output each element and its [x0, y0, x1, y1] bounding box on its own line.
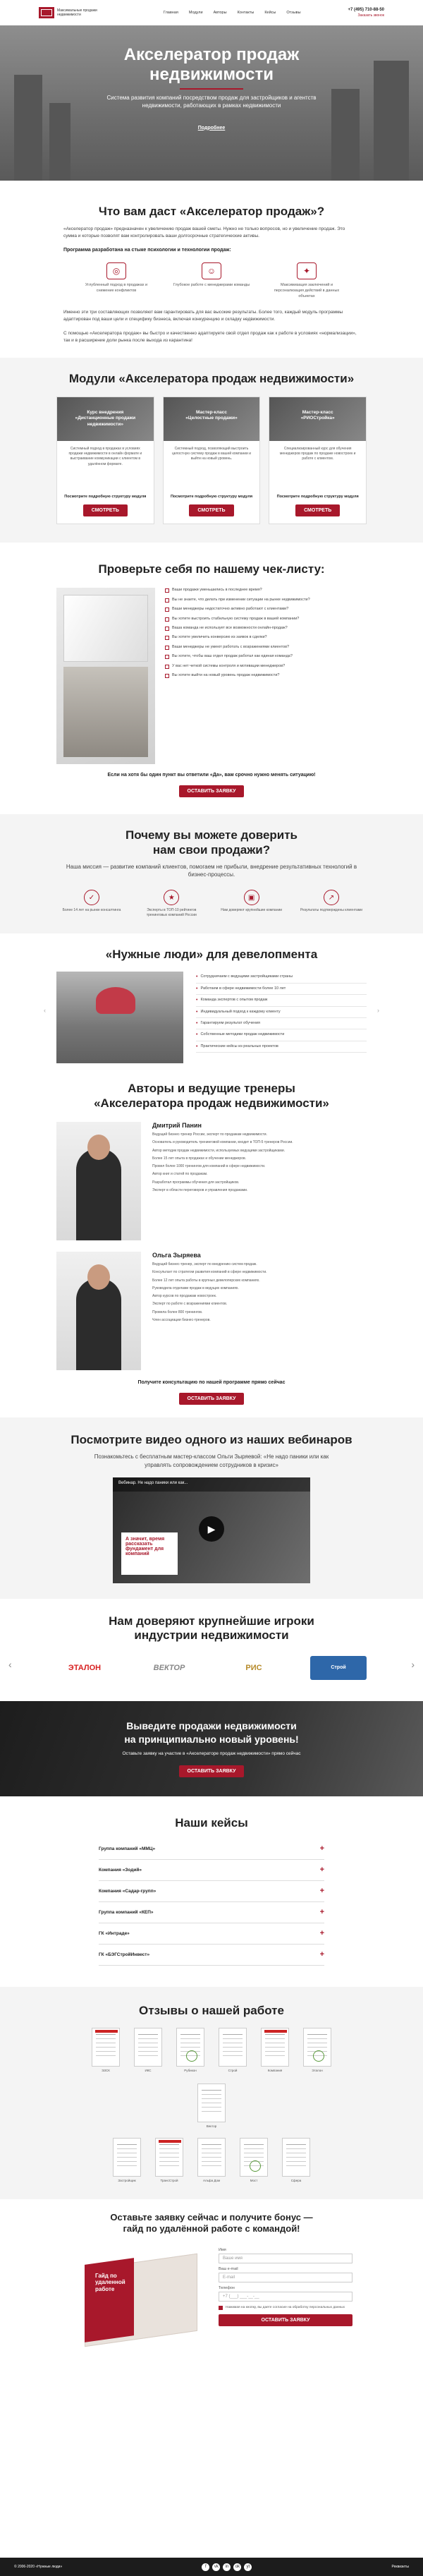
gives-title: Что вам даст «Акселератор продаж»?	[98, 205, 325, 218]
review-letter[interactable]: ИКС	[133, 2028, 164, 2072]
checklist-conclusion: Если на хотя бы один пункт вы ответили «Да», вам срочно нужно менять ситуацию!	[107, 773, 316, 778]
people-item: • Индивидуальный подход к каждому клиенту	[196, 1007, 367, 1018]
review-letter[interactable]: Застройщик	[111, 2138, 142, 2182]
hero	[0, 25, 423, 181]
webinar-title: Посмотрите видео одного из наших вебинаров	[70, 1433, 352, 1447]
nav-authors[interactable]: Авторы	[213, 11, 227, 15]
email-label: Ваш e-mail	[219, 2266, 238, 2271]
plus-icon: +	[319, 1950, 324, 1959]
review-letter[interactable]: ЭЗСК	[90, 2028, 121, 2072]
module-view-button[interactable]: СМОТРЕТЬ	[83, 504, 128, 516]
authors-title: Авторы и ведущие тренеры «Акселератора продаж недвижимости»	[94, 1082, 329, 1110]
partners-next-icon[interactable]: ›	[411, 1658, 415, 1670]
calendar-icon: ✓	[84, 890, 99, 905]
play-icon[interactable]: ▶	[199, 1516, 224, 1542]
consent-text: Нажимая на кнопку, вы даете согласие на обработку персональных данных	[226, 2305, 345, 2309]
video-player[interactable]	[113, 1477, 310, 1583]
checklist-item[interactable]: Ваша команда не использует все возможности онлайн-продаж?	[165, 626, 367, 631]
checklist-item[interactable]: Ваши менеджеры не умеют работать с возражениями клиентов?	[165, 645, 367, 650]
cta-subtitle: Оставьте заявку на участие в «Акселераторе продаж недвижимости» прямо сейчас	[122, 1751, 301, 1757]
module-card: Курс внедрения «Дистанционные продажи недвижимости» Системный подход в продажах в условиях продажи недвижимости в онлайн формате и выстраивание коммуникации с клиентом в удалённом формате. Посмотрите подробную структуру модуля СМОТРЕТЬ	[56, 397, 154, 524]
module-view-button[interactable]: СМОТРЕТЬ	[189, 504, 233, 516]
target-icon: ◎	[106, 262, 126, 279]
handshake-icon: ✦	[297, 262, 317, 279]
guide-book-title: Гайд по удаленной работе	[95, 2272, 125, 2292]
people-title: «Нужные люди» для девелопмента	[105, 947, 318, 961]
lead-submit-button[interactable]: ОСТАВИТЬ ЗАЯВКУ	[219, 2314, 352, 2326]
author-card: Дмитрий Панин Ведущий бизнес-тренер России, эксперт по продажам недвижимости. Основатель и руководитель тренинговой компании, входит в ТОП-5 тренеров России. Автор методик продаж недвижимости, используемых ведущими застройщиками. Более 15 лет опыта в продажах и обучении менеджеров. Провел более 1000 тренингов для компаний в сфере недвижимости. Автор книг и статей по продажам. Разработал программы обучения для застройщиков. Эксперт в области переговоров и управления продажами.	[56, 1122, 367, 1240]
reviews-section	[0, 1987, 423, 2199]
slider-next-icon[interactable]: ›	[377, 1007, 379, 1015]
author-photo	[56, 1252, 141, 1370]
hero-subtitle: Система развития компаний посредством продаж для застройщиков и агентств недвижимости, работающих в рамках недвижимости	[106, 95, 317, 109]
review-letter[interactable]: Рубикон	[175, 2028, 206, 2072]
module-card: Мастер-класс «Целостные продажи» Системный подход, позволяющий выстроить целостную систему продаж в вашей компании и выйти на новый уровень. Посмотрите подробную структуру модуля СМОТРЕТЬ	[163, 397, 261, 524]
case-item[interactable]: Компания «Зодий» +	[99, 1860, 324, 1881]
partners-prev-icon[interactable]: ‹	[8, 1658, 12, 1670]
module-card: Мастер-класс «РИОСтройка» Специализированный курс для обучения менеджеров продаж по продаже новостроек и работе с клиентом. Посмотрите подробную структуру модуля СМОТРЕТЬ	[269, 397, 367, 524]
checklist-item[interactable]: Ваши продажи уменьшились в последнее время?	[165, 588, 367, 593]
program-title: Программа разработана на стыке психологии и технологии продаж:	[63, 247, 231, 253]
nav-contacts[interactable]: Контакты	[237, 11, 255, 15]
slider-prev-icon[interactable]: ‹	[44, 1007, 46, 1015]
author-photo	[56, 1122, 141, 1240]
checklist	[165, 588, 367, 764]
checklist-item[interactable]: Вы хотите выстроить стабильную систему продаж в вашей компании?	[165, 617, 367, 622]
cta-apply-button[interactable]: ОСТАВИТЬ ЗАЯВКУ	[179, 1765, 245, 1777]
partner-logo: ЭТАЛОН	[68, 1663, 102, 1672]
ok-icon[interactable]: ok	[233, 2563, 241, 2571]
checklist-section	[0, 543, 423, 814]
vk-icon[interactable]: vk	[212, 2563, 220, 2571]
partner-logo: РИС	[245, 1663, 262, 1672]
logo-icon	[39, 7, 54, 18]
callback-link[interactable]: Заказать звонок	[357, 13, 384, 18]
gives-section	[0, 181, 423, 358]
people-item: • Сотрудничаем с ведущими застройщиками страны	[196, 972, 367, 983]
copyright: © 2006-2020 «Нужные люди»	[14, 2565, 63, 2569]
footer	[0, 2558, 423, 2576]
case-item[interactable]: ГК «Интраде» +	[99, 1923, 324, 1945]
review-letter[interactable]: Эталон	[302, 2028, 333, 2072]
people-item: • Практические кейсы из реальных проектов	[196, 1041, 367, 1053]
checklist-item[interactable]: Вы хотите выйти на новый уровень продаж недвижимости?	[165, 673, 367, 678]
people-item: • Собственные методики продаж недвижимости	[196, 1029, 367, 1041]
plus-icon: +	[319, 1887, 324, 1895]
lead-form	[219, 2244, 352, 2350]
author-card: Ольга Зыряева Ведущий бизнес-тренер, эксперт по внедрению систем продаж. Консультант по стратегии развития компаний в сфере недвижимости. Более 12 лет опыта работы в крупных девелоперских компаниях. Руководила отделами продаж в ведущих компаниях. Автор курсов по продажам новостроек. Эксперт по работе с возражениями клиентов. Провела более 800 тренингов. Член ассоциации бизнес-тренеров.	[56, 1252, 367, 1370]
gives-p3: С помощью «Акселератора продаж» вы быстро и качественно адаптируете свой отдел продаж как к работе в условиях «нормализации», так и в расширение доли рынка после выхода из карантина!	[63, 330, 357, 343]
award-icon: ★	[164, 890, 179, 905]
people-item: • Работаем в сфере недвижимости более 10 лет	[196, 984, 367, 995]
cases-section	[0, 1796, 423, 1987]
case-item[interactable]: ГК «БЭГСтройИнвест» +	[99, 1945, 324, 1966]
phone-label: Телефон	[219, 2285, 235, 2290]
hero-title: Акселератор продаж недвижимости	[123, 45, 300, 84]
logo-text: Максимальные продажи недвижимости	[57, 8, 97, 17]
why-feature: ↗ Результаты подтверждены клиентами	[296, 890, 367, 918]
review-letter[interactable]: Компания	[259, 2028, 290, 2072]
author-name: Ольга Зыряева	[152, 1252, 201, 1259]
case-item[interactable]: Группа компаний «КЕП» +	[99, 1902, 324, 1923]
cases-title: Наши кейсы	[175, 1815, 248, 1830]
checklist-image	[56, 588, 155, 764]
webinar-subtitle: Познакомьтесь с бесплатным мастер-классом Ольги Зыряевой: «Не надо паники или как управлять сопровождением сотрудников в кризис»	[94, 1453, 329, 1468]
why-subtitle: Наша миссия — развитие компаний клиентов, помогаем не прибыли, внедрение результативных технологий в бизнес-процессы.	[66, 864, 357, 878]
partner-logo: Строй	[310, 1656, 367, 1680]
checklist-apply-button[interactable]: ОСТАВИТЬ ЗАЯВКУ	[179, 785, 245, 797]
why-title: Почему вы можете доверить нам свои продажи?	[125, 828, 298, 857]
checklist-title: Проверьте себя по нашему чек-листу:	[98, 562, 325, 576]
reviews-title: Отзывы о нашей работе	[139, 2004, 284, 2017]
lead-title: Оставьте заявку сейчас и получите бонус — гайд по удалённой работе с командой!	[110, 2212, 313, 2234]
main-nav	[116, 11, 348, 15]
plus-icon: +	[319, 1929, 324, 1937]
modules-section	[0, 358, 423, 542]
plus-icon: +	[319, 1844, 324, 1853]
briefcase-icon: ▣	[244, 890, 259, 905]
why-section	[0, 814, 423, 933]
checklist-item[interactable]: Вы хотите увеличить конверсию из заявок в сделки?	[165, 635, 367, 640]
review-letter[interactable]: ТрансСтрой	[154, 2138, 185, 2182]
email-input[interactable]: E-mail	[219, 2273, 352, 2282]
nav-reviews[interactable]: Отзывы	[286, 11, 301, 15]
requisites-link[interactable]: Реквизиты	[391, 2565, 409, 2569]
authors-cta-text: Получите консультацию по нашей программе прямо сейчас	[137, 1380, 286, 1386]
checklist-item[interactable]: Ваши менеджеры недостаточно активно работают с клиентами?	[165, 607, 367, 612]
lead-section	[0, 2199, 423, 2364]
chart-icon: ↗	[324, 890, 339, 905]
name-label: Имя	[219, 2247, 226, 2252]
cta-title: Выведите продажи недвижимости на принципиально новый уровень!	[124, 1719, 299, 1745]
authors-apply-button[interactable]: ОСТАВИТЬ ЗАЯВКУ	[179, 1393, 245, 1405]
header	[0, 0, 423, 25]
case-item[interactable]: Компания «Садар-групп» +	[99, 1881, 324, 1902]
plus-icon: +	[319, 1866, 324, 1874]
webinar-section	[0, 1417, 423, 1599]
case-item[interactable]: Группа компаний «ММЦ» +	[99, 1839, 324, 1860]
people-section	[0, 933, 423, 1075]
video-title: Вебинар. Не надо паники или как...	[113, 1477, 310, 1492]
cta-section	[0, 1701, 423, 1796]
plus-icon: +	[319, 1908, 324, 1916]
guide-book-image	[70, 2244, 204, 2350]
people-item: • Гарантируем результат обучения	[196, 1018, 367, 1029]
partner-logo: ВЕКТОР	[153, 1663, 185, 1672]
module-view-button[interactable]: СМОТРЕТЬ	[295, 504, 340, 516]
name-input[interactable]: Ваше имя	[219, 2254, 352, 2263]
partners-title: Нам доверяют крупнейшие игроки индустрии недвижимости	[109, 1614, 314, 1643]
nav-modules[interactable]: Модули	[188, 11, 203, 15]
gives-feature: ☺ Глубокое работе с менеджерами команды	[173, 262, 250, 299]
team-photo	[56, 972, 183, 1063]
checklist-item[interactable]: Вы не знаете, что делать при изменении ситуации на рынке недвижимости?	[165, 598, 367, 603]
why-feature: ▣ Нам доверяют крупнейшие компании	[216, 890, 287, 918]
author-name: Дмитрий Панин	[152, 1122, 202, 1130]
review-letter[interactable]: Вектор	[196, 2084, 227, 2128]
team-icon: ☺	[202, 262, 221, 279]
instagram-icon[interactable]: in	[223, 2563, 231, 2571]
video-card-text: А значит, время рассказать фундамент для компаний	[121, 1532, 178, 1575]
logo[interactable]	[39, 7, 116, 18]
header-phone[interactable]: +7 (495) 710-88-50	[348, 7, 384, 12]
people-item: • Команда экспертов с опытом продаж	[196, 995, 367, 1006]
modules-title: Модули «Акселератора продаж недвижимости»	[68, 372, 355, 386]
gives-feature: ✦ Максимизация заключений и персонализация действий в данных объектах	[268, 262, 345, 299]
review-letter[interactable]: Сфера	[281, 2138, 312, 2182]
gives-feature: ◎ Углубленный подход в продажах и снижение конфликтов	[78, 262, 155, 299]
review-letter[interactable]: Альфа Дом	[196, 2138, 227, 2182]
nav-home[interactable]: Главная	[163, 11, 178, 15]
review-letter[interactable]: Строй	[217, 2028, 248, 2072]
why-feature: ★ Эксперты в ТОП-10 рейтингов тренинговых компаний России	[136, 890, 207, 918]
gives-intro: «Акселератор продаж» предназначен к увеличению продаж вашей сметы. Нужно не только вопросов, но и увеличение продаж. Это сумма и которые позволят вам контролировать ваши долгосрочные стратегические активы.	[63, 226, 345, 239]
nav-cases[interactable]: Кейсы	[264, 11, 276, 15]
review-letter[interactable]: Мост	[238, 2138, 269, 2182]
checklist-item[interactable]: У вас нет четкой системы контроля и мотивации менеджеров?	[165, 664, 367, 669]
youtube-icon[interactable]: yt	[244, 2563, 252, 2571]
checklist-item[interactable]: Вы хотите, чтобы ваш отдел продаж работал как единая команда?	[165, 654, 367, 659]
why-feature: ✓ Более 14 лет на рынке консалтинга	[56, 890, 127, 918]
partners-section	[0, 1599, 423, 1701]
hero-more-link[interactable]: Подробнее	[197, 125, 226, 131]
gives-p2: Именно эти три составляющих позволяют вам гарантировать для вас высокие результаты. Более того, каждый модуль программы адаптирован под ваши цели и специфику бизнеса, включая конкуренцию и складку недвижимости.	[63, 310, 343, 322]
facebook-icon[interactable]: f	[202, 2563, 209, 2571]
consent-checkbox[interactable]	[219, 2306, 223, 2310]
phone-input[interactable]: +7 (___) ___-__-__	[219, 2292, 352, 2302]
authors-section	[0, 1075, 423, 1417]
